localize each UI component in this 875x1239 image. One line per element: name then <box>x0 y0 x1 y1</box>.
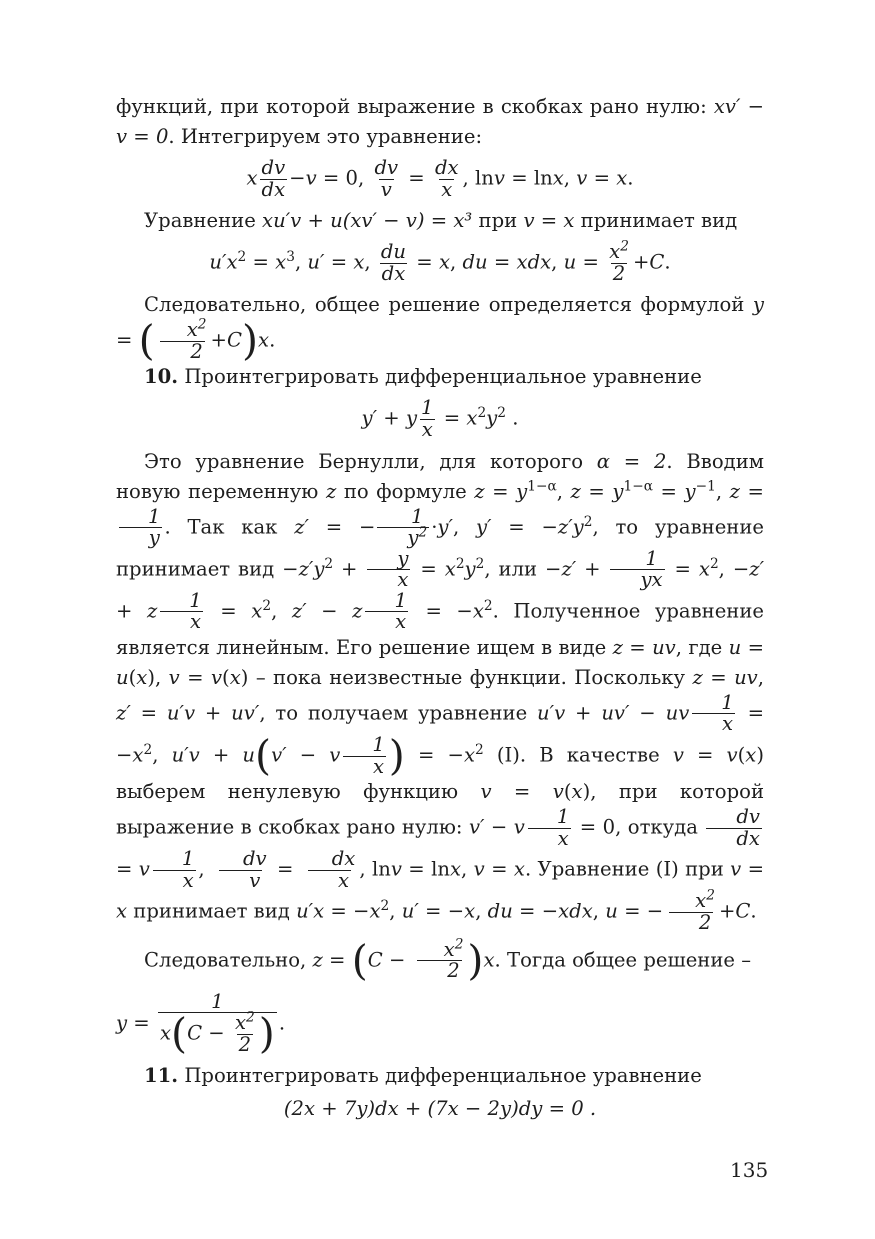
paragraph-therefore-2: Следовательно, z = (C − $\frac{x^2}{2}$ )x. Тогда общее решение – <box>144 935 752 985</box>
text: принимает вид <box>133 899 290 923</box>
text: , то уравнение принимает вид <box>116 515 765 581</box>
equation-u: $u'x^2 = x^3$, u′ = x, $\frac{du}{dx}$ = x, du = xdx, u = $\frac{x^2}{2}$ +C. <box>209 238 671 285</box>
equation-problem-10: y′ + y $\frac{1}{x}$ = $x^2y^2$ . <box>361 396 519 441</box>
paragraph-problem-10 <box>116 362 764 392</box>
formula: xv′ − v = 0 <box>116 95 764 148</box>
text: , при которой выражение в скобках рано нулю: <box>116 780 765 839</box>
text: . Вводим новую переменную <box>116 449 764 503</box>
text: Проинтегрировать дифференциальное уравнение <box>184 1064 702 1088</box>
text: выберем ненулевую функцию <box>116 780 459 804</box>
text: функций, при которой выражение в скобках рано нулю: <box>116 95 707 118</box>
paragraph-bernoulli: Это уравнение Бернулли, для которого α = 2. Вводим новую переменную z по формуле $z = y^{1-\alpha}$, $z = y^{1-\alpha} = y^{-1}$, z = $\frac{1}{y}$ . Так как z′ = − $\frac{1}{y^2}$ ·y′, $y' = -z'y^2$, то уравнение принимает вид $-z'y^2$ + $\frac{y}{x}$ = $x^2y^2$, или −z′ + $\frac{1}{yx}$ = $x^2$, −z′ + z $\frac{1}{x}$ = $x^2$, z′ − z $\frac{1}{x}$ = $-x^2$. Полученное уравнение является линейным. Его решение ищем в виде z = uv, где u = u(x), v = v(x) – пока неизвестные функции. Поскольку z = uv, z′ = u′v + uv′, то получаем уравнение u′v + uv′ − uv $\frac{1}{x}$ = $-x^2$, u′v + u(v′ − v $\frac{1}{x}$ ) = $-x^2$ (I). В качестве v = v(x) выберем ненулевую функцию v = v(x), при которой выражение в скобках рано нулю: v′ − v $\frac{1}{x}$ = 0, откуда $\frac{dv}{dx}$ = v $\frac{1}{x}$ , $\frac{dv}{v}$ = $\frac{dx}{x}$ , lnv = lnx, v = x. Уравнение (I) при v = x принимает вид $u'x = -x^2$, u′ = −x, du = −xdx, u = − $\frac{x^2}{2}$ +C. <box>116 449 765 934</box>
text: . Так как <box>164 515 278 539</box>
formula: α = 2 <box>596 449 667 473</box>
text: по формуле <box>343 479 467 503</box>
text: то получаем уравнение <box>275 701 528 725</box>
text: (I). <box>496 743 527 767</box>
text: принимает вид <box>580 209 738 233</box>
formula: xu′v + u(xv′ − v) = x³ <box>262 209 473 233</box>
equation-integration: x $\frac{dv}{dx}$ −v = 0, $\frac{dv}{v}$ = $\frac{dx}{x}$ , lnv = lnx, v = x. <box>246 156 634 201</box>
equation-problem-11 <box>116 1097 764 1121</box>
text: Это уравнение Бернулли, для которого <box>144 449 584 473</box>
text: . Уравнение (I) при <box>524 857 724 881</box>
text: Уравнение <box>144 209 256 233</box>
text: . Тогда общее решение – <box>494 948 752 972</box>
paragraph-equation <box>116 206 764 236</box>
text: Следовательно, <box>144 948 307 972</box>
formula: v = x <box>523 209 575 233</box>
page-content <box>116 92 764 1127</box>
text: или <box>498 557 538 581</box>
text: Проинтегрировать дифференциальное уравнение <box>184 365 702 389</box>
text: , где <box>675 635 723 659</box>
paragraph-intro: функций, при которой выражение в скобках рано нулю: xv′ − v = 0. Интегрируем это уравнение: <box>116 95 764 148</box>
paragraph-therefore-1: Следовательно, общее решение определяется формулой y = ( $\frac{x^2}{2}$ +C)x. <box>116 293 764 365</box>
text: В качестве <box>539 743 660 767</box>
problem-number: 10. <box>144 365 179 389</box>
formula: z <box>325 479 337 503</box>
text: Следовательно, общее решение определяется формулой <box>144 293 745 317</box>
text: при <box>478 209 518 233</box>
paragraph-problem-11 <box>116 1061 764 1091</box>
text: Интегрируем это уравнение: <box>180 125 483 148</box>
general-solution: y = 1 x(C − $\frac{x^2}{2}$ ) . <box>116 989 286 1058</box>
text: . Полученное уравнение является линейным. Его решение ищем в виде <box>116 599 765 659</box>
text: – пока неизвестные функции. Поскольку <box>255 665 686 689</box>
page-number: 135 <box>730 1158 769 1182</box>
problem-number: 11. <box>144 1064 179 1088</box>
text: , откуда <box>615 815 698 839</box>
formula: (2x + 7y)dx + (7x − 2y)dy = 0 . <box>283 1097 597 1121</box>
